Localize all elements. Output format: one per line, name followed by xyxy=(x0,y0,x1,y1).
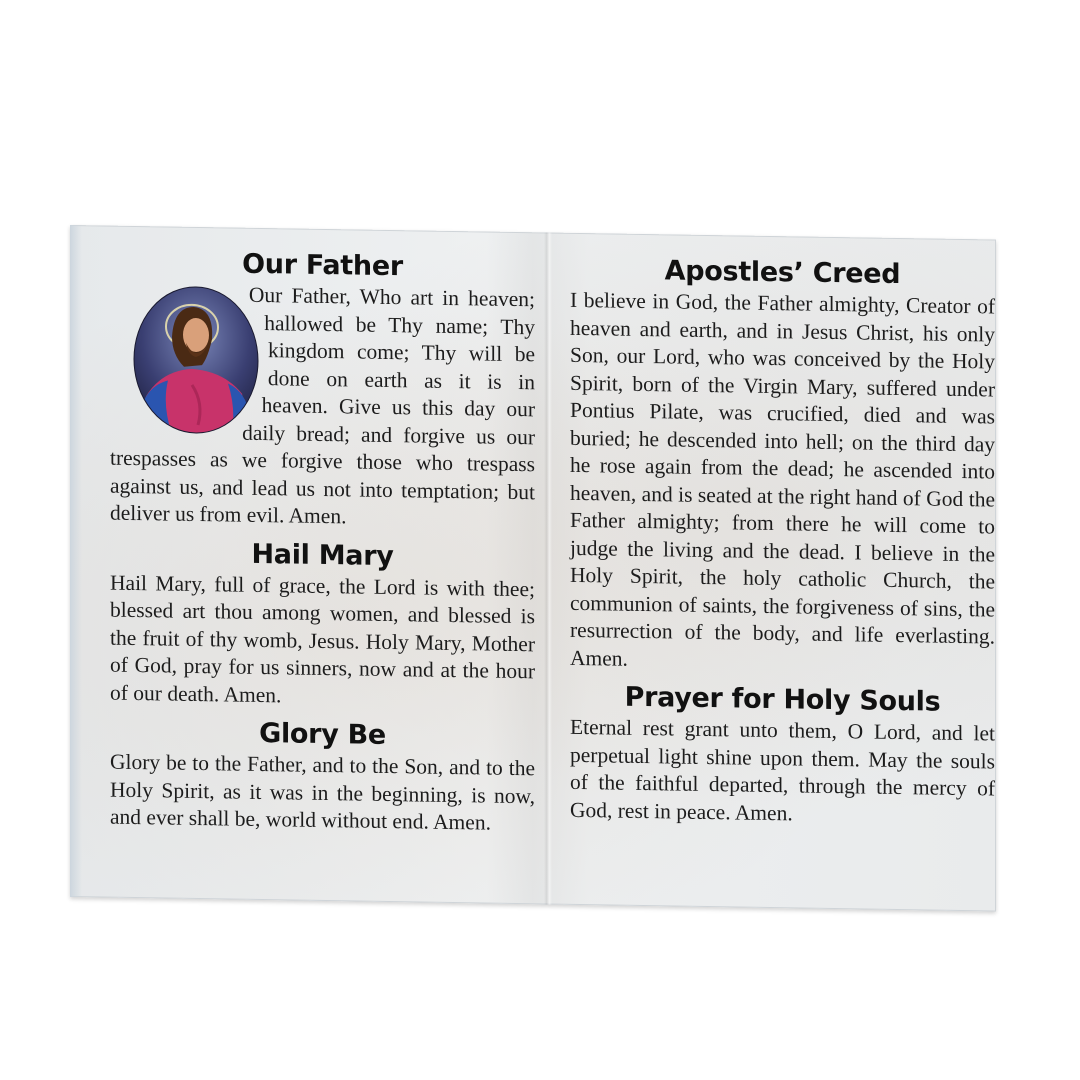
holy-souls-section xyxy=(570,680,995,831)
card-fold xyxy=(544,232,552,904)
apostles-creed-title: Apostles’ Creed xyxy=(664,255,901,291)
our-father-title: Our Father xyxy=(242,248,403,283)
right-panel xyxy=(570,253,995,839)
glory-be-section xyxy=(110,715,535,838)
hail-mary-section xyxy=(110,535,535,713)
glory-be-text: Glory be to the Father, and to the Son, and to the Holy Spirit, as it was in the beginning, is now, and ever shall be, world without end. Amen. xyxy=(110,749,535,835)
hail-mary-title: Hail Mary xyxy=(251,538,394,572)
jesus-portrait xyxy=(132,284,260,436)
glory-be-title: Glory Be xyxy=(259,717,386,751)
holy-souls-title: Prayer for Holy Souls xyxy=(624,681,941,718)
holy-souls-text: Eternal rest grant unto them, O Lord, and let perpetual light shine upon them. May the souls of the faithful departed, through the mercy of God, rest in peace. Amen. xyxy=(570,714,995,825)
jesus-portrait-image xyxy=(132,284,260,436)
hail-mary-text: Hail Mary, full of grace, the Lord is with thee; blessed art thou among women, and blessed is the fruit of thy womb, Jesus. Holy Mary, Mother of God, pray for us sinners, now and at the hour of our death. Amen. xyxy=(110,570,535,707)
our-father-text: Our Father, Who art in heaven; hallowed be Thy name; Thy kingdom come; Thy will be done on earth as it is in heaven. Give us this day our daily bread; and forgive us our trespasses as we forgive those who trespass against us, and lead us not into temptation; but deliver us from evil. Amen. xyxy=(110,282,535,529)
left-panel xyxy=(110,246,535,846)
prayer-card xyxy=(70,225,996,912)
our-father-section xyxy=(110,246,535,534)
card-edge xyxy=(70,225,82,897)
apostles-creed-text: I believe in God, the Father almighty, Creator of heaven and earth, and in Jesus Christ, his only Son, our Lord, who was conceived by the Holy Spirit, born of the Virgin Mary, suffered under Pontius Pilate, was crucified, died and was buried; he descended into hell; on the third day he rose again from the dead; he ascended into heaven, and is seated at the right hand of God the Father almighty; from there he will come to judge the living and the dead. I believe in the Holy Spirit, the holy catholic Church, the communion of saints, the forgiveness of sins, the resurrection of the body, and life everlasting. Amen. xyxy=(570,287,995,671)
apostles-creed-section xyxy=(570,253,995,679)
